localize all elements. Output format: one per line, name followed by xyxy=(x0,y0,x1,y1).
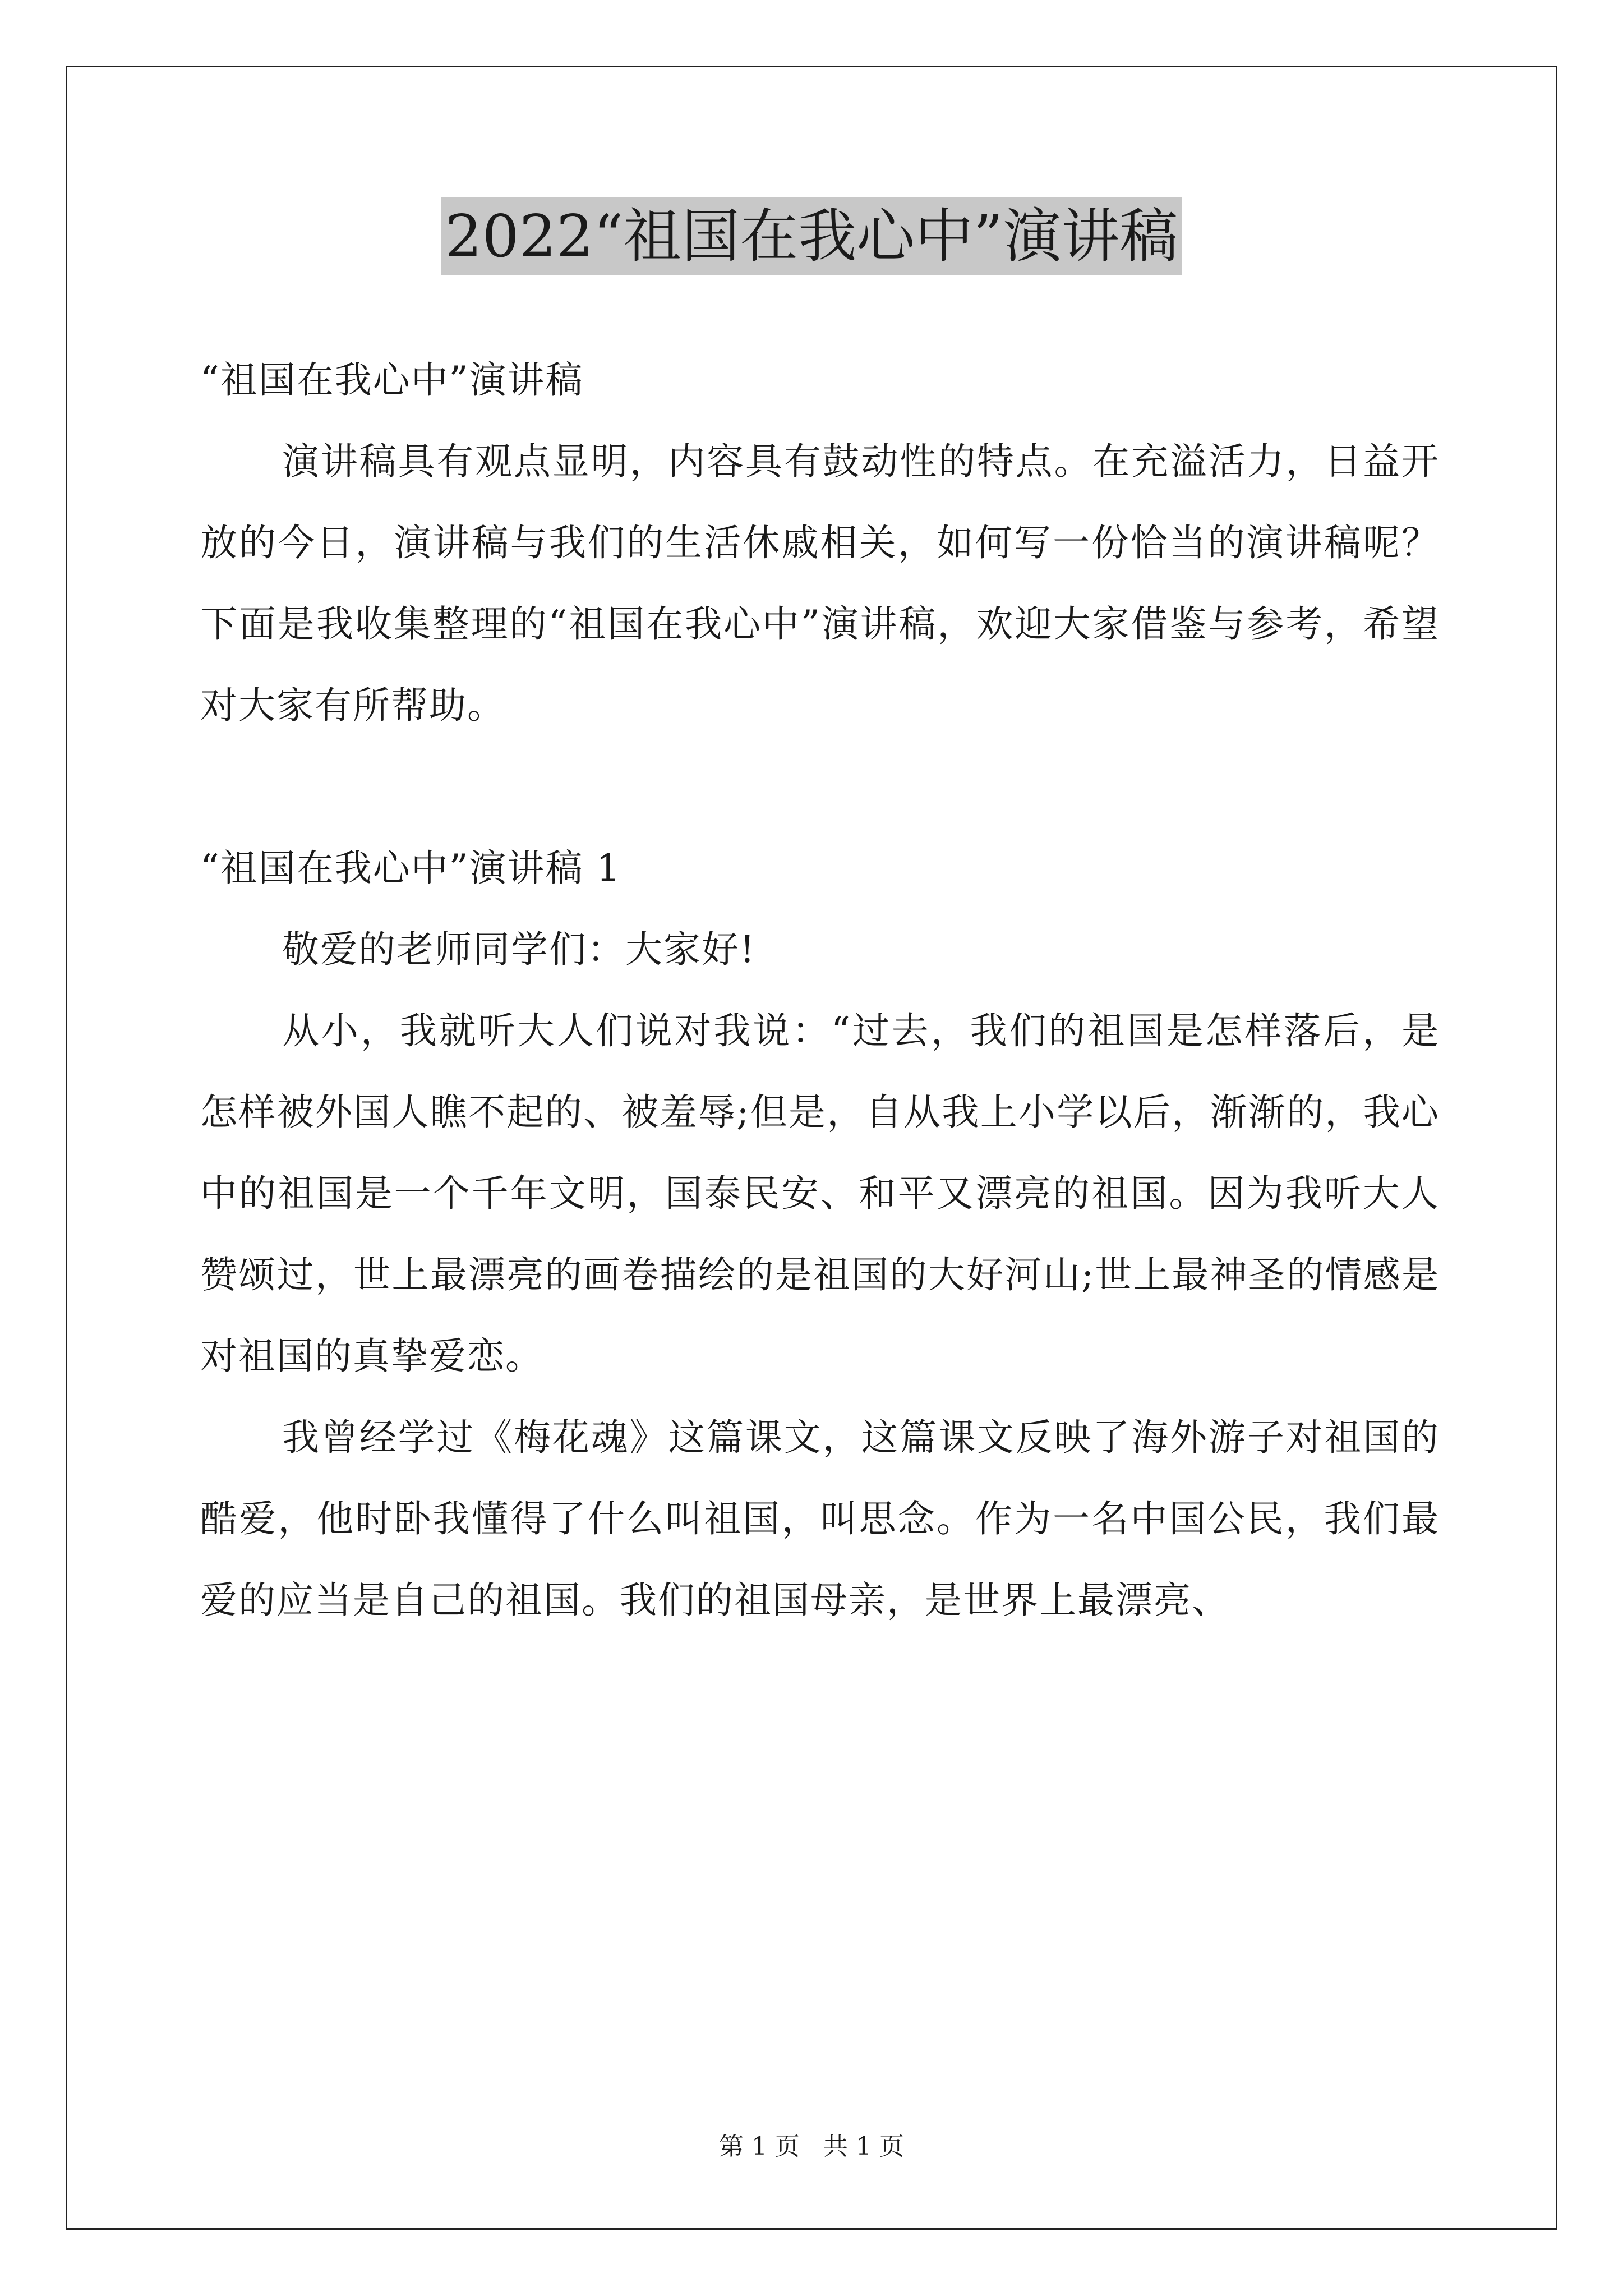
document-body xyxy=(200,339,1440,1641)
page-footer: 第 1 页 共 1 页 xyxy=(719,2132,904,2161)
body-paragraph-2: 我曾经学过《梅花魂》这篇课文，这篇课文反映了海外游子对祖国的酷爱，他时卧我懂得了什么叫祖国，叫思念。作为一名中国公民，我们最爱的应当是自己的祖国。我们的祖国母亲，是世界上最漂亮、 xyxy=(200,1416,1440,1622)
document-title: 2022“祖国在我心中”演讲稿 xyxy=(441,197,1181,275)
body-paragraph-1: 从小，我就听大人们说对我说：“过去，我们的祖国是怎样落后，是怎样被外国人瞧不起的、被羞辱;但是，自从我上小学以后，渐渐的，我心中的祖国是一个千年文明，国泰民安、和平又漂亮的祖国。因为我听大人赞颂过，世上最漂亮的画卷描绘的是祖国的大好河山;世上最神圣的情感是对祖国的真挚爱恋。 xyxy=(200,1009,1440,1378)
greeting: 敬爱的老师同学们：大家好! xyxy=(282,928,756,971)
section-heading: “祖国在我心中”演讲稿 1 xyxy=(200,846,621,890)
intro-paragraph: 演讲稿具有观点显明，内容具有鼓动性的特点。在充溢活力，日益开放的今日，演讲稿与我们的生活休戚相关，如何写一份恰当的演讲稿呢？下面是我收集整理的“祖国在我心中”演讲稿，欢迎大家借鉴与参考，希望对大家有所帮助。 xyxy=(200,440,1440,727)
subtitle: “祖国在我心中”演讲稿 xyxy=(200,358,584,402)
title-container xyxy=(0,197,1623,275)
